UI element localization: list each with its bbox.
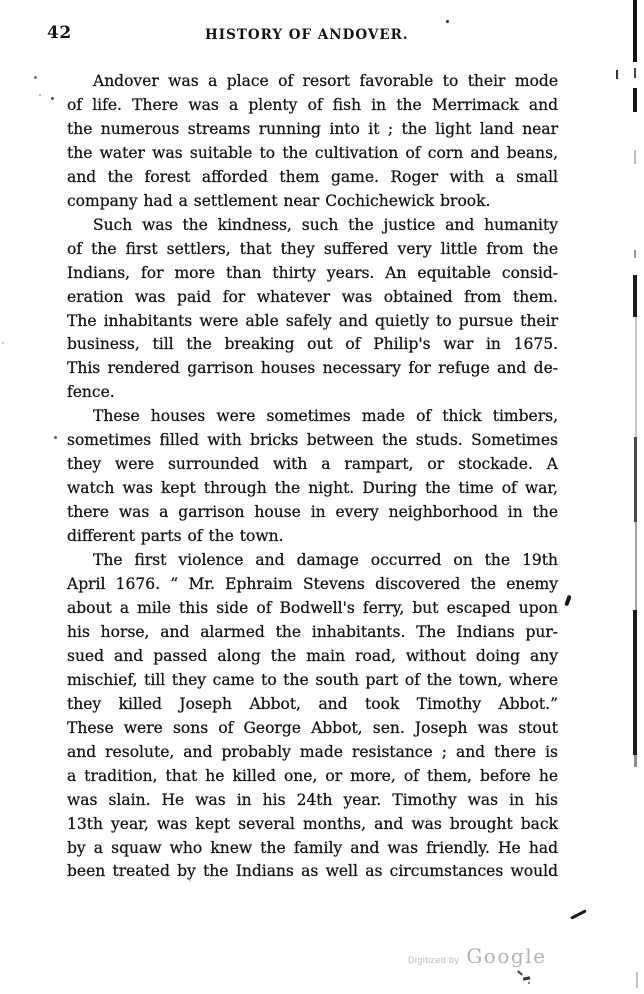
scan-edge-mark xyxy=(636,972,638,988)
text-line: April 1676. “ Mr. Ephraim Stevens discovered the enemy xyxy=(67,575,558,594)
scan-speck xyxy=(523,976,530,980)
paragraph xyxy=(67,549,558,884)
paragraph xyxy=(67,70,558,214)
text-line: they were surrounded with a rampart, or stockade. A xyxy=(67,455,558,474)
scan-edge-mark xyxy=(633,275,637,317)
text-line: and the forest afforded them game. Roger with a small xyxy=(67,167,558,186)
digitized-by-google-watermark xyxy=(408,944,546,968)
scan-speck xyxy=(54,436,57,439)
stray-quote-mark xyxy=(564,595,572,607)
scan-speck xyxy=(446,20,449,23)
text-line: different parts of the town. xyxy=(67,527,284,546)
scan-speck xyxy=(528,982,530,984)
page-number: 42 xyxy=(47,23,72,43)
paragraph xyxy=(67,405,558,549)
scan-speck xyxy=(616,70,618,79)
text-line: about a mile this side of Bodwell's ferry, but escaped upon xyxy=(67,598,558,617)
text-line: These were sons of George Abbot, sen. Joseph was stout xyxy=(67,718,558,737)
scan-speck xyxy=(517,970,523,975)
text-line: of life. There was a plenty of fish in the Merrimack and xyxy=(67,95,558,114)
pen-stroke-mark xyxy=(570,909,587,919)
scan-edge-mark xyxy=(634,250,636,258)
scan-edge-mark xyxy=(633,610,637,755)
text-line: they killed Joseph Abbot, and took Timothy Abbot.” xyxy=(67,694,558,713)
text-line: company had a settlement near Cochichewick brook. xyxy=(67,191,491,210)
text-line: of the first settlers, that they suffered very little from the xyxy=(67,239,558,258)
text-line: The inhabitants were able safely and quietly to pursue their xyxy=(67,311,558,330)
text-line: a tradition, that he killed one, or more, of them, before he xyxy=(67,766,558,785)
scan-edge-mark xyxy=(635,522,637,612)
text-line: the water was suitable to the cultivation of corn and beans, xyxy=(67,143,558,162)
running-header: HISTORY OF ANDOVER. xyxy=(205,27,409,43)
text-line: Andover was a place of resort favorable to their mode xyxy=(93,72,558,90)
scan-edge-mark xyxy=(634,150,636,164)
text-line: the numerous streams running into it ; the light land near xyxy=(67,119,558,138)
text-line: fence. xyxy=(67,383,115,402)
text-line: was slain. He was in his 24th year. Timothy was in his xyxy=(67,790,558,809)
scan-edge-mark xyxy=(634,437,637,522)
text-line: sued and passed along the main road, without doing any xyxy=(67,646,558,665)
text-line: Such was the kindness, such the justice and humanity xyxy=(93,215,558,234)
paragraph xyxy=(67,214,558,406)
scan-speck xyxy=(39,94,41,96)
text-line: watch was kept through the night. During the time of war, xyxy=(67,479,558,498)
text-line: These houses were sometimes made of thick timbers, xyxy=(93,407,558,426)
scan-edge-mark xyxy=(633,88,637,112)
scan-edge-mark xyxy=(634,755,637,767)
text-line: there was a garrison house in every neighborhood in the xyxy=(67,503,558,522)
text-line: been treated by the Indians as well as circumstances would xyxy=(67,862,558,881)
scan-edge-mark xyxy=(635,317,637,437)
scan-speck xyxy=(2,342,4,344)
google-logo: Google xyxy=(466,944,547,968)
scan-speck xyxy=(189,880,191,882)
page-body xyxy=(67,70,558,884)
scan-edge-mark xyxy=(633,0,637,62)
scan-edge-mark xyxy=(634,68,636,78)
text-line: and resolute, and probably made resistance ; and there is xyxy=(67,742,558,761)
text-line: mischief, till they came to the south part of the town, where xyxy=(67,670,558,689)
text-line: Indians, for more than thirty years. An equitable consid- xyxy=(67,263,558,282)
text-line: by a squaw who knew the family and was friendly. He had xyxy=(67,838,558,857)
text-line: his horse, and alarmed the inhabitants. The Indians pur- xyxy=(67,622,558,641)
text-line: This rendered garrison houses necessary for refuge and de- xyxy=(67,359,558,378)
watermark-prefix: Digitized by xyxy=(408,955,460,965)
scan-speck xyxy=(34,76,37,79)
text-line: business, till the breaking out of Philip's war in 1675. xyxy=(67,335,558,354)
text-line: 13th year, was kept several months, and was brought back xyxy=(67,814,558,833)
text-line: eration was paid for whatever was obtained from them. xyxy=(67,287,558,306)
text-line: The first violence and damage occurred on the 19th xyxy=(93,551,558,570)
text-line: sometimes filled with bricks between the studs. Sometimes xyxy=(67,431,558,450)
scan-speck xyxy=(51,97,54,100)
